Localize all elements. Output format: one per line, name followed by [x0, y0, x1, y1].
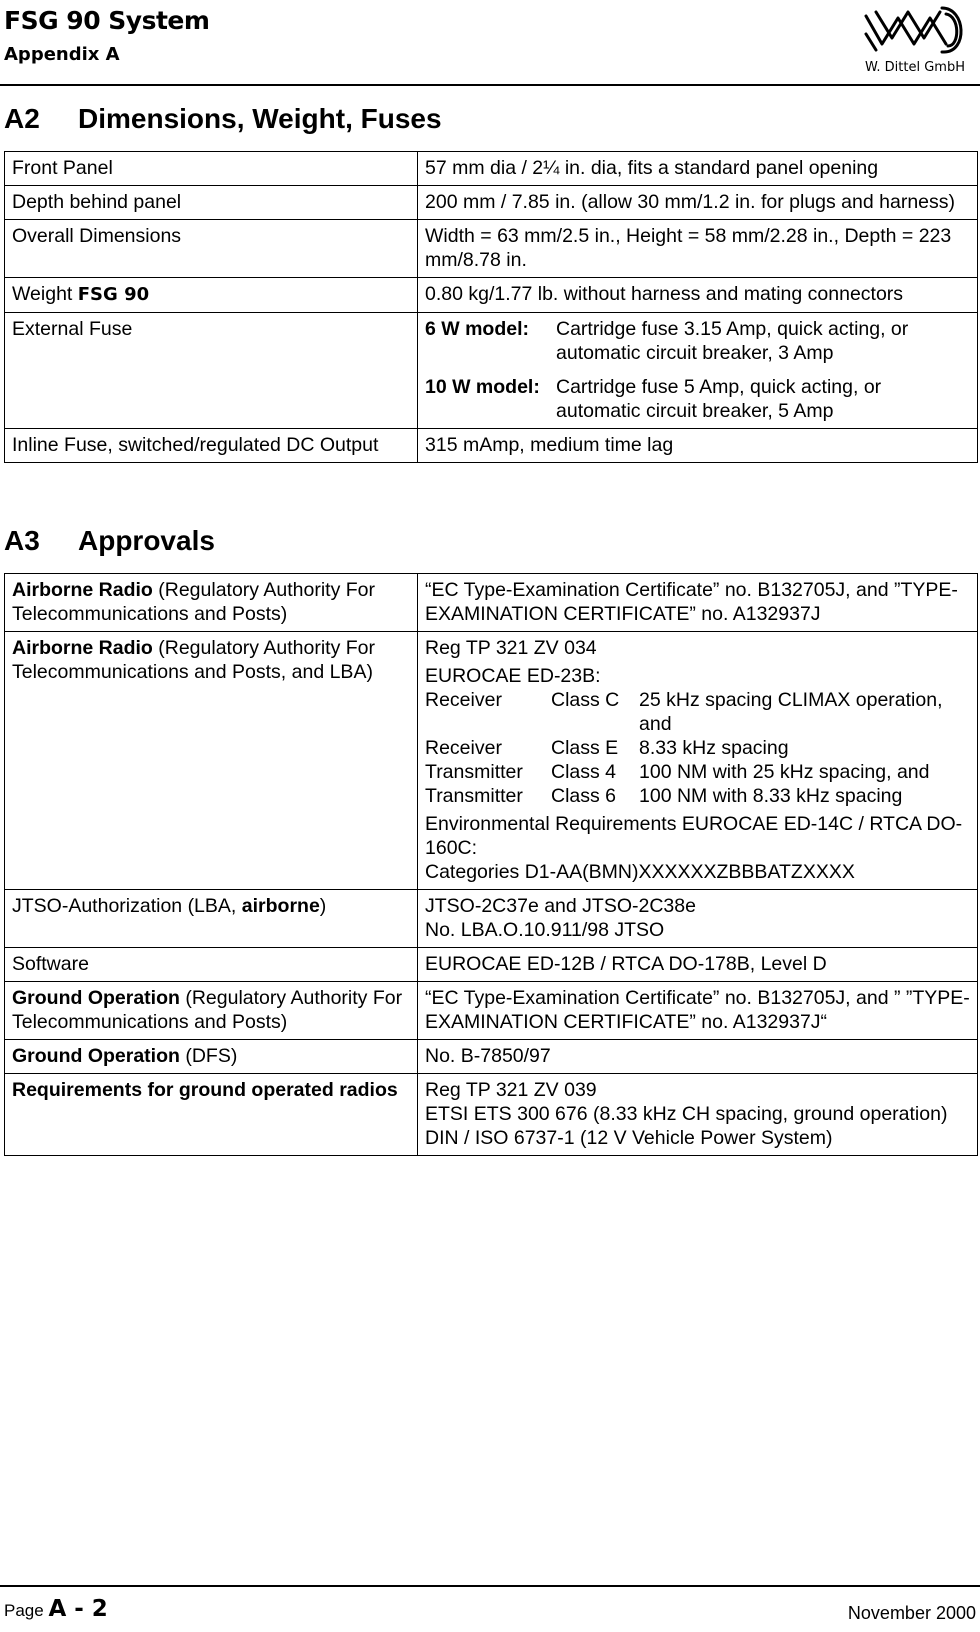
class-device: Receiver: [425, 689, 502, 711]
document-subtitle: Appendix A: [4, 44, 120, 65]
row-label: [5, 890, 418, 948]
fuse-model-key: 6 W model:: [425, 318, 530, 340]
eurocae-line: EUROCAE ED-23B:: [425, 665, 601, 687]
label-text: Weight: [12, 283, 78, 305]
table-row: [5, 313, 978, 429]
row-value: “EC Type-Examination Certificate” no. B132705J, and ”TYPE-EXAMINATION CERTIFICATE” no. A132937J: [418, 574, 978, 632]
class-id: Class C: [551, 689, 620, 711]
row-value: [418, 632, 978, 890]
label-bold: Requirements for ground operated radios: [12, 1079, 398, 1101]
page-number-label: [4, 1596, 108, 1622]
label-text: JTSO-Authorization (LBA,: [12, 895, 242, 917]
value-line: DIN / ISO 6737-1 (12 V Vehicle Power System): [425, 1127, 833, 1149]
row-label: External Fuse: [5, 313, 418, 429]
fuse-model-entry: [425, 317, 970, 365]
fuse-model-value: Cartridge fuse 5 Amp, quick acting, or automatic circuit breaker, 5 Amp: [556, 376, 882, 422]
section-heading-a3: [4, 525, 215, 557]
row-value: EUROCAE ED-12B / RTCA DO-178B, Level D: [418, 948, 978, 982]
row-label: [5, 1040, 418, 1074]
row-label: [5, 1074, 418, 1156]
label-bold: Airborne Radio: [12, 579, 153, 601]
page-prefix: Page: [4, 1601, 49, 1620]
section-number: A2: [4, 103, 40, 134]
value-line: Reg TP 321 ZV 039: [425, 1079, 597, 1101]
table-row: [5, 429, 978, 463]
class-id: Class 4: [551, 761, 617, 783]
value-line: ETSI ETS 300 676 (8.33 kHz CH spacing, ground operation): [425, 1103, 948, 1125]
logo-text: W. Dittel GmbH: [865, 60, 965, 75]
label-bold: Ground Operation: [12, 987, 180, 1009]
categories-line: Categories D1-AA(BMN)XXXXXXZBBBATZXXXX: [425, 861, 855, 883]
label-text: (Regulatory Authority For Telecommunications and Posts): [12, 987, 403, 1033]
row-label: Software: [5, 948, 418, 982]
approvals-table: [4, 573, 978, 1156]
table-row: [5, 152, 978, 186]
row-value: 200 mm / 7.85 in. (allow 30 mm/1.2 in. for plugs and harness): [418, 186, 978, 220]
section-title: Dimensions, Weight, Fuses: [78, 103, 442, 134]
row-label: Overall Dimensions: [5, 220, 418, 278]
environmental-line: Environmental Requirements EUROCAE ED-14C / RTCA DO-160C:: [425, 813, 963, 859]
row-value: No. B-7850/97: [418, 1040, 978, 1074]
row-value: Width = 63 mm/2.5 in., Height = 58 mm/2.28 in., Depth = 223 mm/8.78 in.: [418, 220, 978, 278]
table-row: [5, 890, 978, 948]
fuse-model-entry: [425, 375, 970, 423]
row-label: Inline Fuse, switched/regulated DC Output: [5, 429, 418, 463]
row-label: Depth behind panel: [5, 186, 418, 220]
row-label: [5, 278, 418, 313]
product-name: FSG 90: [77, 284, 150, 305]
footer-date: November 2000: [847, 1603, 976, 1623]
header-divider: [0, 84, 980, 86]
class-id: Class E: [551, 737, 619, 759]
row-value: 57 mm dia / 2¼ in. dia, fits a standard panel opening: [418, 152, 978, 186]
class-desc: 100 NM with 25 kHz spacing, and: [639, 761, 930, 783]
label-bold: airborne: [241, 895, 320, 917]
row-value: 0.80 kg/1.77 lb. without harness and mating connectors: [418, 278, 978, 313]
document-title: FSG 90 System: [4, 6, 210, 35]
table-row: [5, 1040, 978, 1074]
table-row: [5, 186, 978, 220]
table-row: [5, 278, 978, 313]
class-desc: 100 NM with 8.33 kHz spacing: [639, 785, 903, 807]
class-list: [425, 688, 970, 808]
class-device: Transmitter: [425, 785, 523, 807]
row-value: [418, 313, 978, 429]
class-desc: 25 kHz spacing CLIMAX operation, and: [639, 689, 943, 735]
row-label: [5, 574, 418, 632]
section-number: A3: [4, 525, 40, 556]
table-row: [5, 632, 978, 890]
row-value: “EC Type-Examination Certificate” no. B132705J, and ” ”TYPE-EXAMINATION CERTIFICATE” no. A132937J“: [418, 982, 978, 1040]
row-label: [5, 632, 418, 890]
table-row: [5, 574, 978, 632]
row-label: Front Panel: [5, 152, 418, 186]
dimensions-table: [4, 151, 978, 463]
company-logo: [854, 4, 976, 80]
fuse-model-key: 10 W model:: [425, 376, 540, 398]
class-row: [425, 688, 970, 736]
label-text: (Regulatory Authority For Telecommunications and Posts): [12, 579, 376, 625]
row-value: 315 mAmp, medium time lag: [418, 429, 978, 463]
table-row: [5, 220, 978, 278]
logo-mark-icon: [862, 4, 972, 58]
row-value: [418, 1074, 978, 1156]
row-label: [5, 982, 418, 1040]
label-bold: Ground Operation: [12, 1045, 180, 1067]
class-row: [425, 760, 970, 784]
class-row: [425, 736, 970, 760]
section-heading-a2: [4, 103, 442, 135]
label-text: (Regulatory Authority For Telecommunications and Posts, and LBA): [12, 637, 376, 683]
class-device: Receiver: [425, 737, 502, 759]
label-text: ): [319, 895, 327, 917]
value-line: JTSO-2C37e and JTSO-2C38e: [425, 895, 696, 917]
table-row: [5, 948, 978, 982]
class-id: Class 6: [551, 785, 617, 807]
footer-divider: [0, 1585, 980, 1587]
row-value: [418, 890, 978, 948]
page-header: [4, 4, 976, 84]
section-title: Approvals: [78, 525, 215, 556]
label-bold: Airborne Radio: [12, 637, 153, 659]
page-number: A - 2: [48, 1596, 108, 1622]
reg-line: Reg TP 321 ZV 034: [425, 637, 597, 659]
table-row: [5, 982, 978, 1040]
class-desc: 8.33 kHz spacing: [639, 737, 789, 759]
table-row: [5, 1074, 978, 1156]
class-row: [425, 784, 970, 808]
value-line: No. LBA.O.10.911/98 JTSO: [425, 919, 665, 941]
class-device: Transmitter: [425, 761, 523, 783]
label-text: (DFS): [179, 1045, 238, 1067]
fuse-model-value: Cartridge fuse 3.15 Amp, quick acting, or automatic circuit breaker, 3 Amp: [556, 318, 909, 364]
